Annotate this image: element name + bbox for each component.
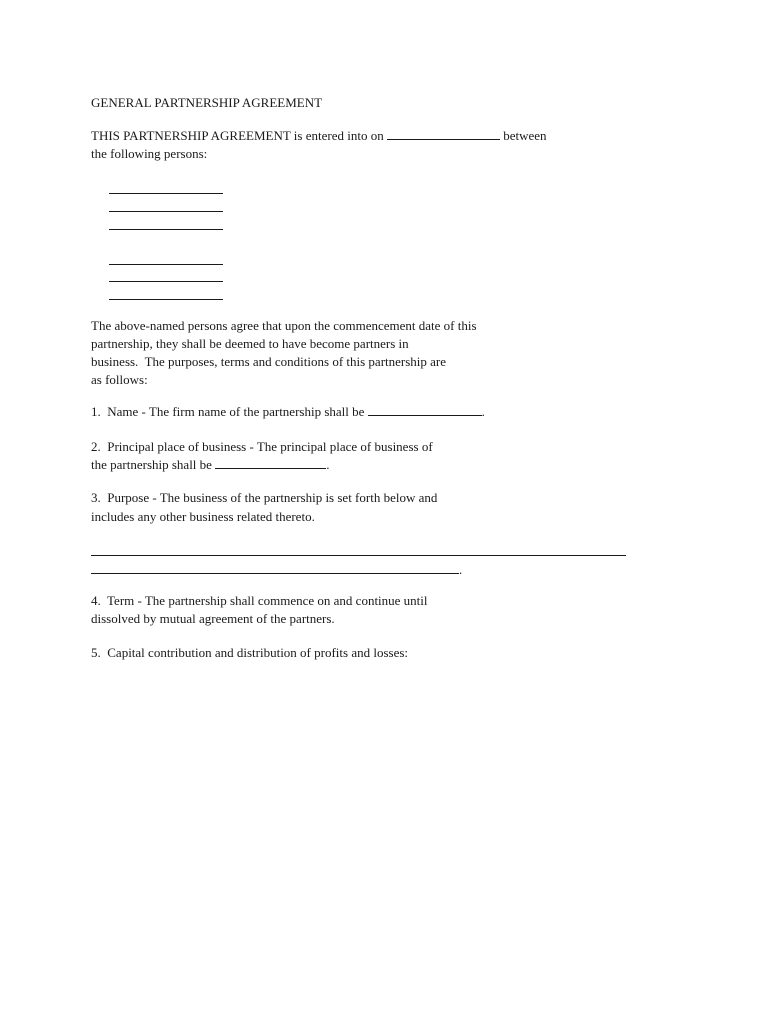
section-2-line-2 <box>91 456 329 474</box>
party-blank[interactable] <box>109 211 223 212</box>
intro-line-2: the following persons: <box>91 146 208 161</box>
party-blank[interactable] <box>109 193 223 194</box>
purpose-blank[interactable] <box>91 555 626 556</box>
section-2-text: the partnership shall be <box>91 457 212 472</box>
section-2-end: . <box>326 457 330 472</box>
section-4-line-1: 4. Term - The partnership shall commence on and continue until <box>91 593 428 608</box>
intro-line-1 <box>91 127 547 145</box>
party-blank[interactable] <box>109 264 223 265</box>
intro-text: THIS PARTNERSHIP AGREEMENT is entered into on <box>91 128 384 143</box>
section-2-line-1: 2. Principal place of business - The principal place of business of <box>91 439 433 454</box>
section-1 <box>91 403 485 421</box>
section-3-line-1: 3. Purpose - The business of the partnership is set forth below and <box>91 490 438 505</box>
section-1-text: 1. Name - The firm name of the partnership shall be <box>91 404 365 419</box>
section-1-end: . <box>481 404 485 419</box>
firm-name-blank[interactable] <box>368 403 482 416</box>
recital-line-4: as follows: <box>91 372 148 387</box>
intro-between: between <box>503 128 547 143</box>
section-3-end: . <box>459 562 463 577</box>
party-blank[interactable] <box>109 299 223 300</box>
recital-line-2: partnership, they shall be deemed to have become partners in <box>91 336 409 351</box>
document-title: GENERAL PARTNERSHIP AGREEMENT <box>91 95 323 110</box>
party-blank[interactable] <box>109 229 223 230</box>
party-blank[interactable] <box>109 281 223 282</box>
section-4-line-2: dissolved by mutual agreement of the partners. <box>91 611 335 626</box>
place-of-business-blank[interactable] <box>215 456 326 469</box>
recital-line-3: business. The purposes, terms and conditions of this partnership are <box>91 354 447 369</box>
section-5-line-1: 5. Capital contribution and distribution of profits and losses: <box>91 645 409 660</box>
recital-line-1: The above-named persons agree that upon the commencement date of this <box>91 318 477 333</box>
date-blank[interactable] <box>387 127 500 140</box>
purpose-blank[interactable] <box>91 573 459 574</box>
section-3-line-2: includes any other business related thereto. <box>91 509 315 524</box>
